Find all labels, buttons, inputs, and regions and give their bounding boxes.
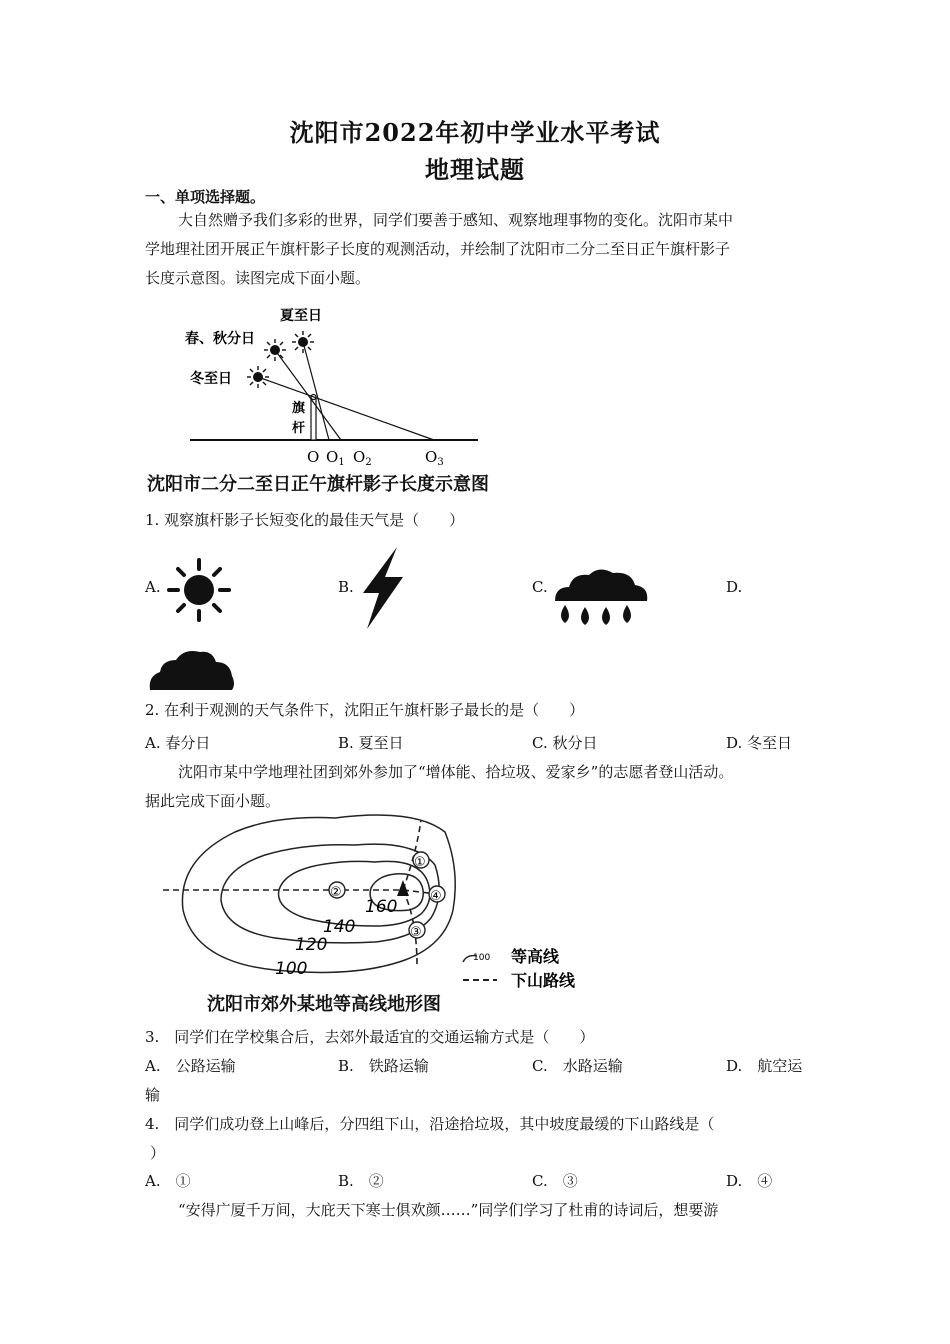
cloudy-icon xyxy=(148,646,236,692)
intro-paragraph-line: 沈阳市某中学地理社团到郊外参加了“增体能、拾垃圾、爱家乡”的志愿者登山活动。 xyxy=(178,763,734,781)
q3-option-d-continued: 输 xyxy=(145,1086,161,1104)
point-o3-label: $O_3$ xyxy=(425,448,444,468)
contour-label-100: 100 xyxy=(275,959,308,979)
q2-option-b[interactable]: B. 夏至日 xyxy=(338,734,404,752)
legend-contour-label: 等高线 xyxy=(511,947,560,966)
intro-paragraph-line: 据此完成下面小题。 xyxy=(145,792,281,810)
route-4-label: ④ xyxy=(430,889,442,904)
equinox-sun-icon xyxy=(264,339,286,361)
q4-option-c[interactable]: C. ③ xyxy=(532,1172,578,1190)
intro-paragraph-line: 学地理社团开展正午旗杆影子长度的观测活动，并绘制了沈阳市二分二至日正午旗杆影子 xyxy=(145,240,731,258)
q1-option-a-label[interactable]: A. xyxy=(145,578,161,596)
q3-option-d[interactable]: D. 航空运 xyxy=(726,1057,803,1075)
q4-option-a[interactable]: A. ① xyxy=(145,1172,191,1190)
legend-route-label: 下山路线 xyxy=(511,971,576,990)
q3-option-a[interactable]: A. 公路运输 xyxy=(145,1057,236,1075)
flagpole-label-2: 杆 xyxy=(292,421,306,436)
rain-icon xyxy=(551,565,651,631)
point-o2-label: $O_2$ xyxy=(353,448,372,468)
q4-option-d[interactable]: D. ④ xyxy=(726,1172,773,1190)
summer-solstice-label: 夏至日 xyxy=(280,308,322,324)
q2-option-d[interactable]: D. 冬至日 xyxy=(726,734,793,752)
q2-option-c[interactable]: C. 秋分日 xyxy=(532,734,598,752)
winter-sun-ray xyxy=(258,377,434,440)
winter-sun-icon xyxy=(247,366,269,388)
summer-sun-icon xyxy=(292,331,314,353)
q3-option-b[interactable]: B. 铁路运输 xyxy=(338,1057,429,1075)
exam-title: 沈阳市2022年初中学业水平考试 xyxy=(289,118,661,147)
intro-paragraph-line: 大自然赠予我们多彩的世界，同学们要善于感知、观察地理事物的变化。沈阳市某中 xyxy=(178,211,734,229)
legend-contour-sample: 100 xyxy=(473,953,491,963)
sunny-icon xyxy=(166,557,232,623)
peak-icon xyxy=(397,880,409,896)
lightning-icon xyxy=(357,545,407,631)
question-4-stem: 4. 同学们成功登上山峰后，分四组下山，沿途拾垃圾，其中坡度最缓的下山路线是（ xyxy=(145,1115,715,1133)
q2-option-a[interactable]: A. 春分日 xyxy=(145,734,211,752)
contour-label-120: 120 xyxy=(295,935,328,955)
exam-subtitle: 地理试题 xyxy=(425,155,525,184)
q3-option-c[interactable]: C. 水路运输 xyxy=(532,1057,623,1075)
point-o1-label: $O_1$ xyxy=(326,448,345,468)
figure1-caption: 沈阳市二分二至日正午旗杆影子长度示意图 xyxy=(147,474,489,495)
figure2-caption: 沈阳市郊外某地等高线地形图 xyxy=(207,994,441,1015)
route-2-label: ② xyxy=(330,885,342,900)
intro-paragraph-line: “安得广厦千万间，大庇天下寒士俱欢颜……”同学们学习了杜甫的诗词后，想要游 xyxy=(178,1201,719,1219)
equinox-label: 春、秋分日 xyxy=(185,331,255,347)
route-3-label: ③ xyxy=(410,925,422,940)
q1-option-b-label[interactable]: B. xyxy=(338,578,354,596)
intro-paragraph-line: 长度示意图。读图完成下面小题。 xyxy=(145,269,371,287)
contour-map xyxy=(155,810,595,1020)
contour-label-140: 140 xyxy=(323,917,356,937)
point-o-label: O xyxy=(307,448,320,466)
q4-option-b[interactable]: B. ② xyxy=(338,1172,384,1190)
question-3-stem: 3. 同学们在学校集合后，去郊外最适宜的交通运输方式是（ ） xyxy=(145,1028,595,1046)
q1-option-d-label[interactable]: D. xyxy=(726,578,743,596)
flagpole-label-1: 旗 xyxy=(292,401,306,416)
route-1-label: ① xyxy=(414,855,426,870)
question-4-stem-close: ） xyxy=(150,1144,166,1162)
q1-option-c-label[interactable]: C. xyxy=(532,578,548,596)
section-heading: 一、单项选择题。 xyxy=(145,188,266,206)
contour-label-160: 160 xyxy=(365,897,398,917)
question-2-stem: 2. 在利于观测的天气条件下，沈阳正午旗杆影子最长的是（ ） xyxy=(145,701,585,719)
winter-solstice-label: 冬至日 xyxy=(190,371,232,387)
question-1-stem: 1. 观察旗杆影子长短变化的最佳天气是（ ） xyxy=(145,511,465,529)
